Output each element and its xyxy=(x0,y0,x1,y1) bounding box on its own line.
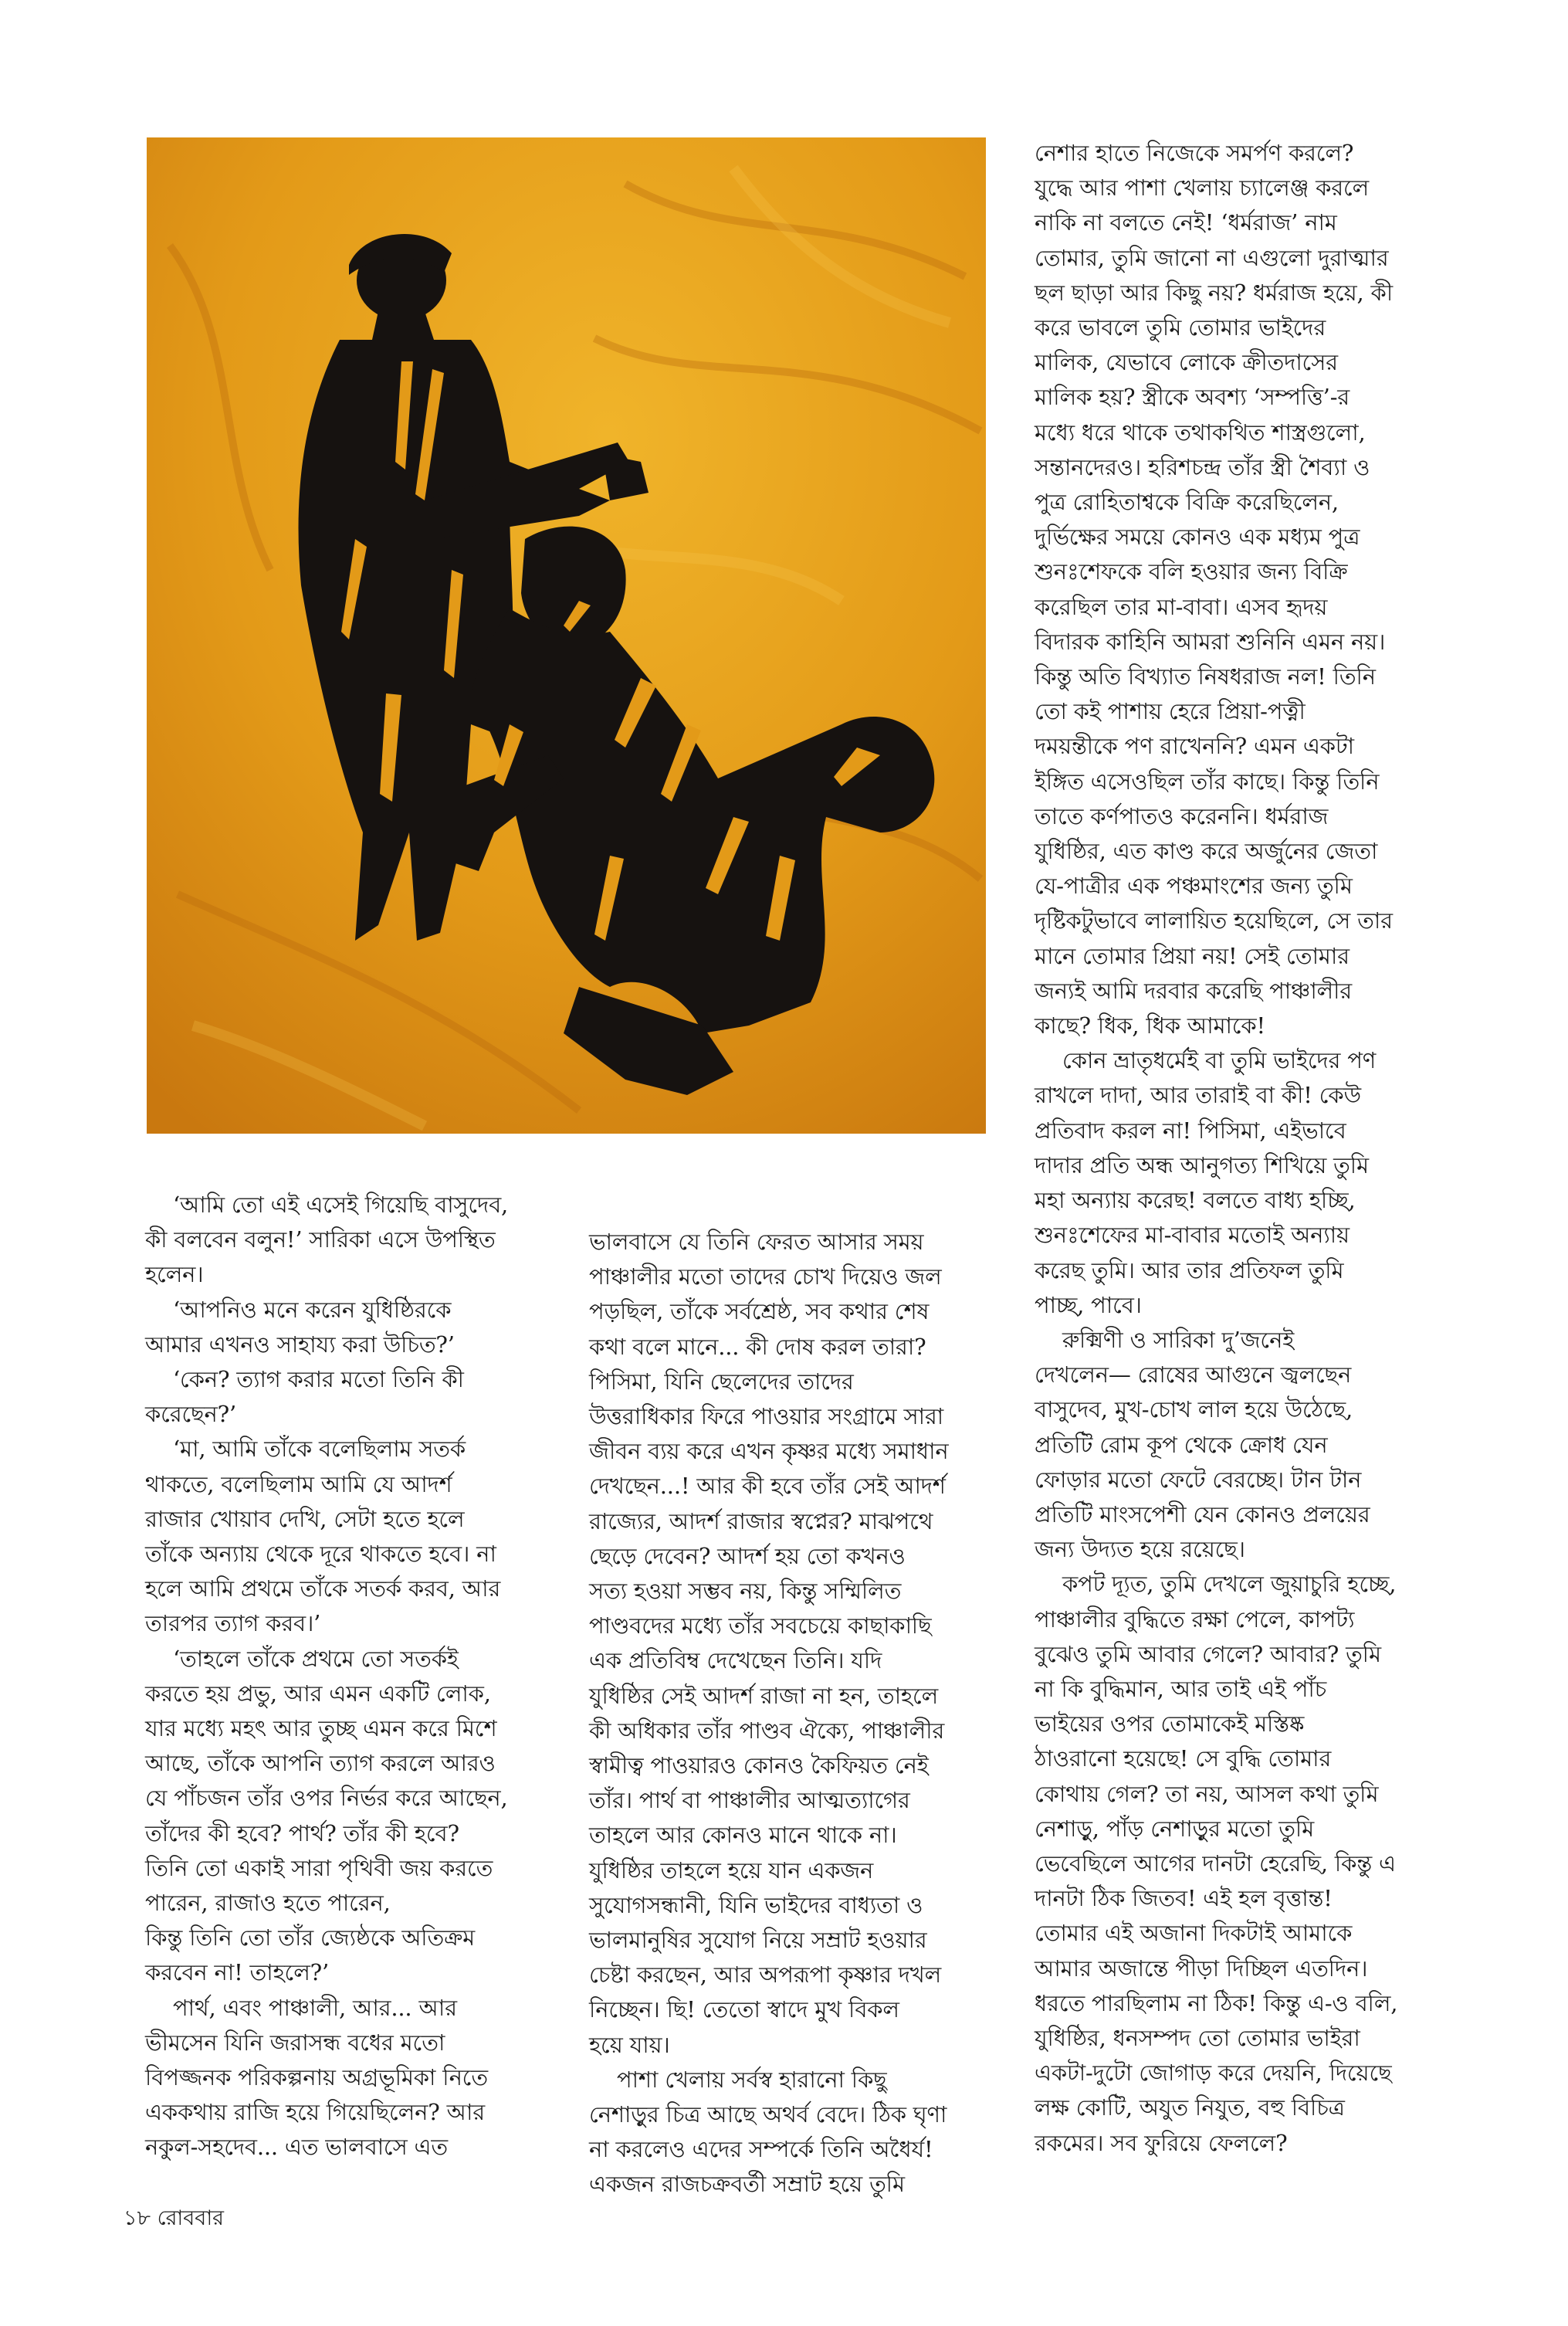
paragraph: নেশার হাতে নিজেকে সমর্পণ করলে? যুদ্ধে আর পাশা খেলায় চ্যালেঞ্জ করলে নাকি না বলতে নেই! ‘ধর্মরাজ’ নাম তোমার, তুমি জানো না এগুলো দুরাত্মার ছল ছাড়া আর কিছু নয়? ধর্মরাজ হয়ে, কী করে ভাবলে তুমি তোমার ভাইদের মালিক, যেভাবে লোকে ক্রীতদাসের মালিক হয়? স্ত্রীকে অবশ্য ‘সম্পত্তি’-র মধ্যে ধরে থাকে তথাকথিত শাস্ত্রগুলো, সন্তানদেরও। হরিশচন্দ্র তাঁর স্ত্রী শৈব্যা ও পুত্র রোহিতাশ্বকে বিক্রি করেছিলেন, দুর্ভিক্ষের সময়ে কোনও এক মধ্যম পুত্র শুনঃশেফকে বলি হওয়ার জন্য বিক্রি করেছিল তার মা-বাবা। এসব হৃদয় বিদারক কাহিনি আমরা শুনিনি এমন নয়। কিন্তু অতি বিখ্যাত নিষধরাজ নল! তিনি তো কই পাশায় হেরে প্রিয়া-পত্নী দময়ন্তীকে পণ রাখেননি? এমন একটা ইঙ্গিত এসেওছিল তাঁর কাছে। কিন্তু তিনি তাতে কর্ণপাতও করেননি। ধর্মরাজ যুধিষ্ঠির, এত কাণ্ড করে অর্জুনের জেতা যে-পাত্রীর এক পঞ্চমাংশের জন্য তুমি দৃষ্টিকটুভাবে লালায়িত হয়েছিলে, সে তার মানে তোমার প্রিয়া নয়! সেই তোমার জন্যই আমি দরবার করেছি পাঞ্চালীর কাছে? ধিক, ধিক আমাকে! xyxy=(1035,140,1393,1039)
paragraph: ‘তাহলে তাঁকে প্রথমে তো সতর্কই করতে হয় প্রভু, আর এমন একটি লোক, যার মধ্যে মহৎ আর তুচ্ছ এমন করে মিশে আছে, তাঁকে আপনি ত্যাগ করলে আরও যে পাঁচজন তাঁর ওপর নির্ভর করে আছেন, তাঁদের কী হবে? পার্থ? তাঁর কী হবে? তিনি তো একাই সারা পৃথিবী জয় করতে পারেন, রাজাও হতে পারেন, কিন্তু তিনি তো তাঁর জ্যেষ্ঠকে অতিক্রম করবেন না! তাহলে?’ xyxy=(145,1645,508,1986)
page-footer: ১৮ রোববার xyxy=(124,2206,224,2230)
paragraph: ‘মা, আমি তাঁকে বলেছিলাম সতর্ক থাকতে, বলেছিলাম আমি যে আদর্শ রাজার খোয়াব দেখি, সেটা হতে হলে তাঁকে অন্যায় থেকে দূরে থাকতে হবে। না হলে আমি প্রথমে তাঁকে সতর্ক করব, আর তারপর ত্যাগ করব।’ xyxy=(145,1436,501,1637)
paragraph: কোন ভ্রাতৃধর্মেই বা তুমি ভাইদের পণ রাখলে দাদা, আর তারাই বা কী! কেউ প্রতিবাদ করল না! পিসিমা, এইভাবে দাদার প্রতি অন্ধ আনুগত্য শিখিয়ে তুমি মহা অন্যায় করেছ! বলতে বাধ্য হচ্ছি, শুনঃশেফের মা-বাবার মতোই অন্যায় করেছ তুমি। আর তার প্রতিফল তুমি পাচ্ছ, পাবে। xyxy=(1035,1047,1377,1318)
paragraph: কপট দ্যূত, তুমি দেখলে জুয়াচুরি হচ্ছে, পাঞ্চালীর বুদ্ধিতে রক্ষা পেলে, কাপট্য বুঝেও তুমি আবার গেলে? আবার? তুমি না কি বুদ্ধিমান, আর তাই এই পাঁচ ভাইয়ের ওপর তোমাকেই মস্তিষ্ক ঠাওরানো হয়েছে! সে বুদ্ধি তোমার কোথায় গেল? তা নয়, আসল কথা তুমি নেশাড়ু, পাঁড় নেশাড়ুর মতো তুমি ভেবেছিলে আগের দানটা হেরেছি, কিন্তু এ দানটা ঠিক জিতব! এই হল বৃত্তান্ত! তোমার এই অজানা দিকটাই আমাকে আমার অজান্তে পীড়া দিচ্ছিল এতদিন। ধরতে পারছিলাম না ঠিক! কিন্তু এ-ও বলি, যুধিষ্ঠির, ধনসম্পদ তো তোমার ভাইরা একটা-দুটো জোগাড় করে দেয়নি, দিয়েছে লক্ষ কোটি, অযুত নিযুত, বহু বিচিত্র রকমের। সব ফুরিয়ে ফেললে? xyxy=(1035,1571,1398,2156)
paragraph: পার্থ, এবং পাঞ্চালী, আর... আর ভীমসেন যিনি জরাসন্ধ বধের মতো বিপজ্জনক পরিকল্পনায় অগ্রভূমিকা নিতে এককথায় রাজি হয়ে গিয়েছিলেন? আর নকুল-সহদেব... এত ভালবাসে এত xyxy=(145,1994,488,2161)
article-column-middle xyxy=(589,1225,991,2202)
paragraph: রুক্মিণী ও সারিকা দু’জনেই দেখলেন— রোষের আগুনে জ্বলছেন বাসুদেব, মুখ-চোখ লাল হয়ে উঠেছে, প্রতিটি রোম কূপ থেকে ক্রোধ যেন ফোড়ার মতো ফেটে বেরচ্ছে। টান টান প্রতিটি মাংসপেশী যেন কোনও প্রলয়ের জন্য উদ্যত হয়ে রয়েছে। xyxy=(1035,1326,1370,1563)
paragraph: ভালবাসে যে তিনি ফেরত আসার সময় পাঞ্চালীর মতো তাদের চোখ দিয়েও জল পড়ছিল, তাঁকে সর্বশ্রেষ্ঠ, সব কথার শেষ কথা বলে মানে... কী দোষ করল তারা? পিসিমা, যিনি ছেলেদের তাদের উত্তরাধিকার ফিরে পাওয়ার সংগ্রামে সারা জীবন ব্যয় করে এখন কৃষ্ণর মধ্যে সমাধান দেখছেন...! আর কী হবে তাঁর সেই আদর্শ রাজ্যের, আদর্শ রাজার স্বপ্নের? মাঝপথে ছেড়ে দেবেন? আদর্শ হয় তো কখনও সত্য হওয়া সম্ভব নয়, কিন্তু সম্মিলিত পাণ্ডবদের মধ্যে তাঁর সবচেয়ে কাছাকাছি এক প্রতিবিম্ব দেখেছেন তিনি। যদি যুধিষ্ঠির সেই আদর্শ রাজা না হন, তাহলে কী অধিকার তাঁর পাণ্ডব ঐক্যে, পাঞ্চালীর স্বামীত্ব পাওয়ারও কোনও কৈফিয়ত নেই তাঁর। পার্থ বা পাঞ্চালীর আত্মত্যাগের তাহলে আর কোনও মানে থাকে না। যুধিষ্ঠির তাহলে হয়ে যান একজন সুযোগসন্ধানী, যিনি ভাইদের বাধ্যতা ও ভালমানুষির সুযোগ নিয়ে সম্রাট হওয়ার চেষ্টা করছেন, আর অপরূপা কৃষ্ণার দখল নিচ্ছেন। ছি! তেতো স্বাদে মুখ বিকল হয়ে যায়। xyxy=(589,1229,949,2058)
paragraph: ‘আমি তো এই এসেই গিয়েছি বাসুদেব, কী বলবেন বলুন!’ সারিকা এসে উপস্থিত হলেন। xyxy=(145,1192,509,1288)
paragraph: পাশা খেলায় সর্বস্ব হারানো কিছু নেশাড়ুর চিত্র আছে অথর্ব বেদে। ঠিক ঘৃণা না করলেও এদের সম্পর্কে তিনি অধৈর্য! একজন রাজচক্রবর্তী সম্রাট হয়ে তুমি xyxy=(589,2066,947,2198)
paragraph: ‘আপনিও মনে করেন যুধিষ্ঠিরকে আমার এখনও সাহায্য করা উচিত?’ xyxy=(145,1296,455,1358)
paragraph: ‘কেন? ত্যাগ করার মতো তিনি কী করেছেন?’ xyxy=(145,1366,464,1428)
article-column-left xyxy=(145,1188,577,2165)
article-column-right xyxy=(1035,136,1467,2161)
silhouette-figures-illustration xyxy=(147,137,986,1134)
